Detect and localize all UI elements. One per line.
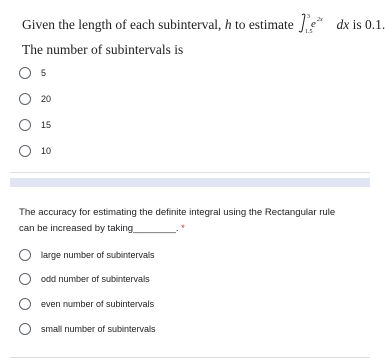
integral-upper-limit: 3: [307, 14, 311, 20]
q2-blank: ________.: [133, 223, 179, 234]
radio-button[interactable]: [19, 249, 31, 261]
radio-button[interactable]: [19, 145, 31, 157]
bottom-divider: [10, 357, 370, 358]
integrand-exponent: 2x: [317, 17, 323, 23]
radio-button[interactable]: [19, 119, 31, 131]
q1-option-3-label: 15: [41, 120, 52, 130]
radio-button[interactable]: [19, 67, 31, 79]
q1-option-4[interactable]: [19, 143, 51, 159]
q2-line2: can be increased by taking: [19, 223, 134, 234]
q1-option-3[interactable]: [19, 117, 51, 133]
integral-expression: [297, 14, 333, 35]
q1-text-part1: Given the length of each subinterval,: [22, 17, 222, 32]
q1-text-part2: to estimate: [234, 17, 294, 32]
integral-sign-icon: [297, 12, 333, 34]
q2-option-1-label: large number of subintervals: [41, 250, 155, 260]
question-2-text: [19, 205, 367, 237]
radio-button[interactable]: [19, 298, 31, 310]
integrand-base: e: [311, 18, 317, 30]
q1-text-part3: is 0.1.: [352, 17, 385, 32]
q1-variable-h: h: [224, 17, 232, 32]
q1-option-1-label: 5: [41, 68, 47, 78]
required-marker: *: [181, 223, 185, 234]
q2-option-4[interactable]: [19, 321, 156, 337]
q2-option-3[interactable]: [19, 296, 154, 312]
integral-lower-limit: 1.5: [305, 29, 313, 35]
section-separator-band: [10, 178, 370, 187]
q1-option-4-label: 10: [41, 146, 52, 156]
q2-option-3-label: even number of subintervals: [41, 299, 155, 309]
q2-option-4-label: small number of subintervals: [41, 324, 156, 334]
q2-option-2-label: odd number of subintervals: [41, 274, 150, 284]
q2-line2-wrap: [19, 221, 367, 237]
q1-differential: dx: [336, 17, 350, 32]
radio-button[interactable]: [19, 93, 31, 105]
section-divider: [10, 172, 370, 173]
radio-button[interactable]: [19, 273, 31, 285]
q1-option-1[interactable]: [19, 65, 46, 81]
question-1-text: [22, 16, 385, 33]
q1-option-2-label: 20: [41, 94, 52, 104]
q2-option-2[interactable]: [19, 271, 150, 287]
q2-line1: The accuracy for estimating the definite integral using the Rectangular rule: [19, 207, 336, 218]
q2-option-1[interactable]: [19, 247, 155, 263]
q1-option-2[interactable]: [19, 91, 51, 107]
question-1-line2: The number of subintervals is: [22, 42, 184, 57]
radio-button[interactable]: [19, 323, 31, 335]
